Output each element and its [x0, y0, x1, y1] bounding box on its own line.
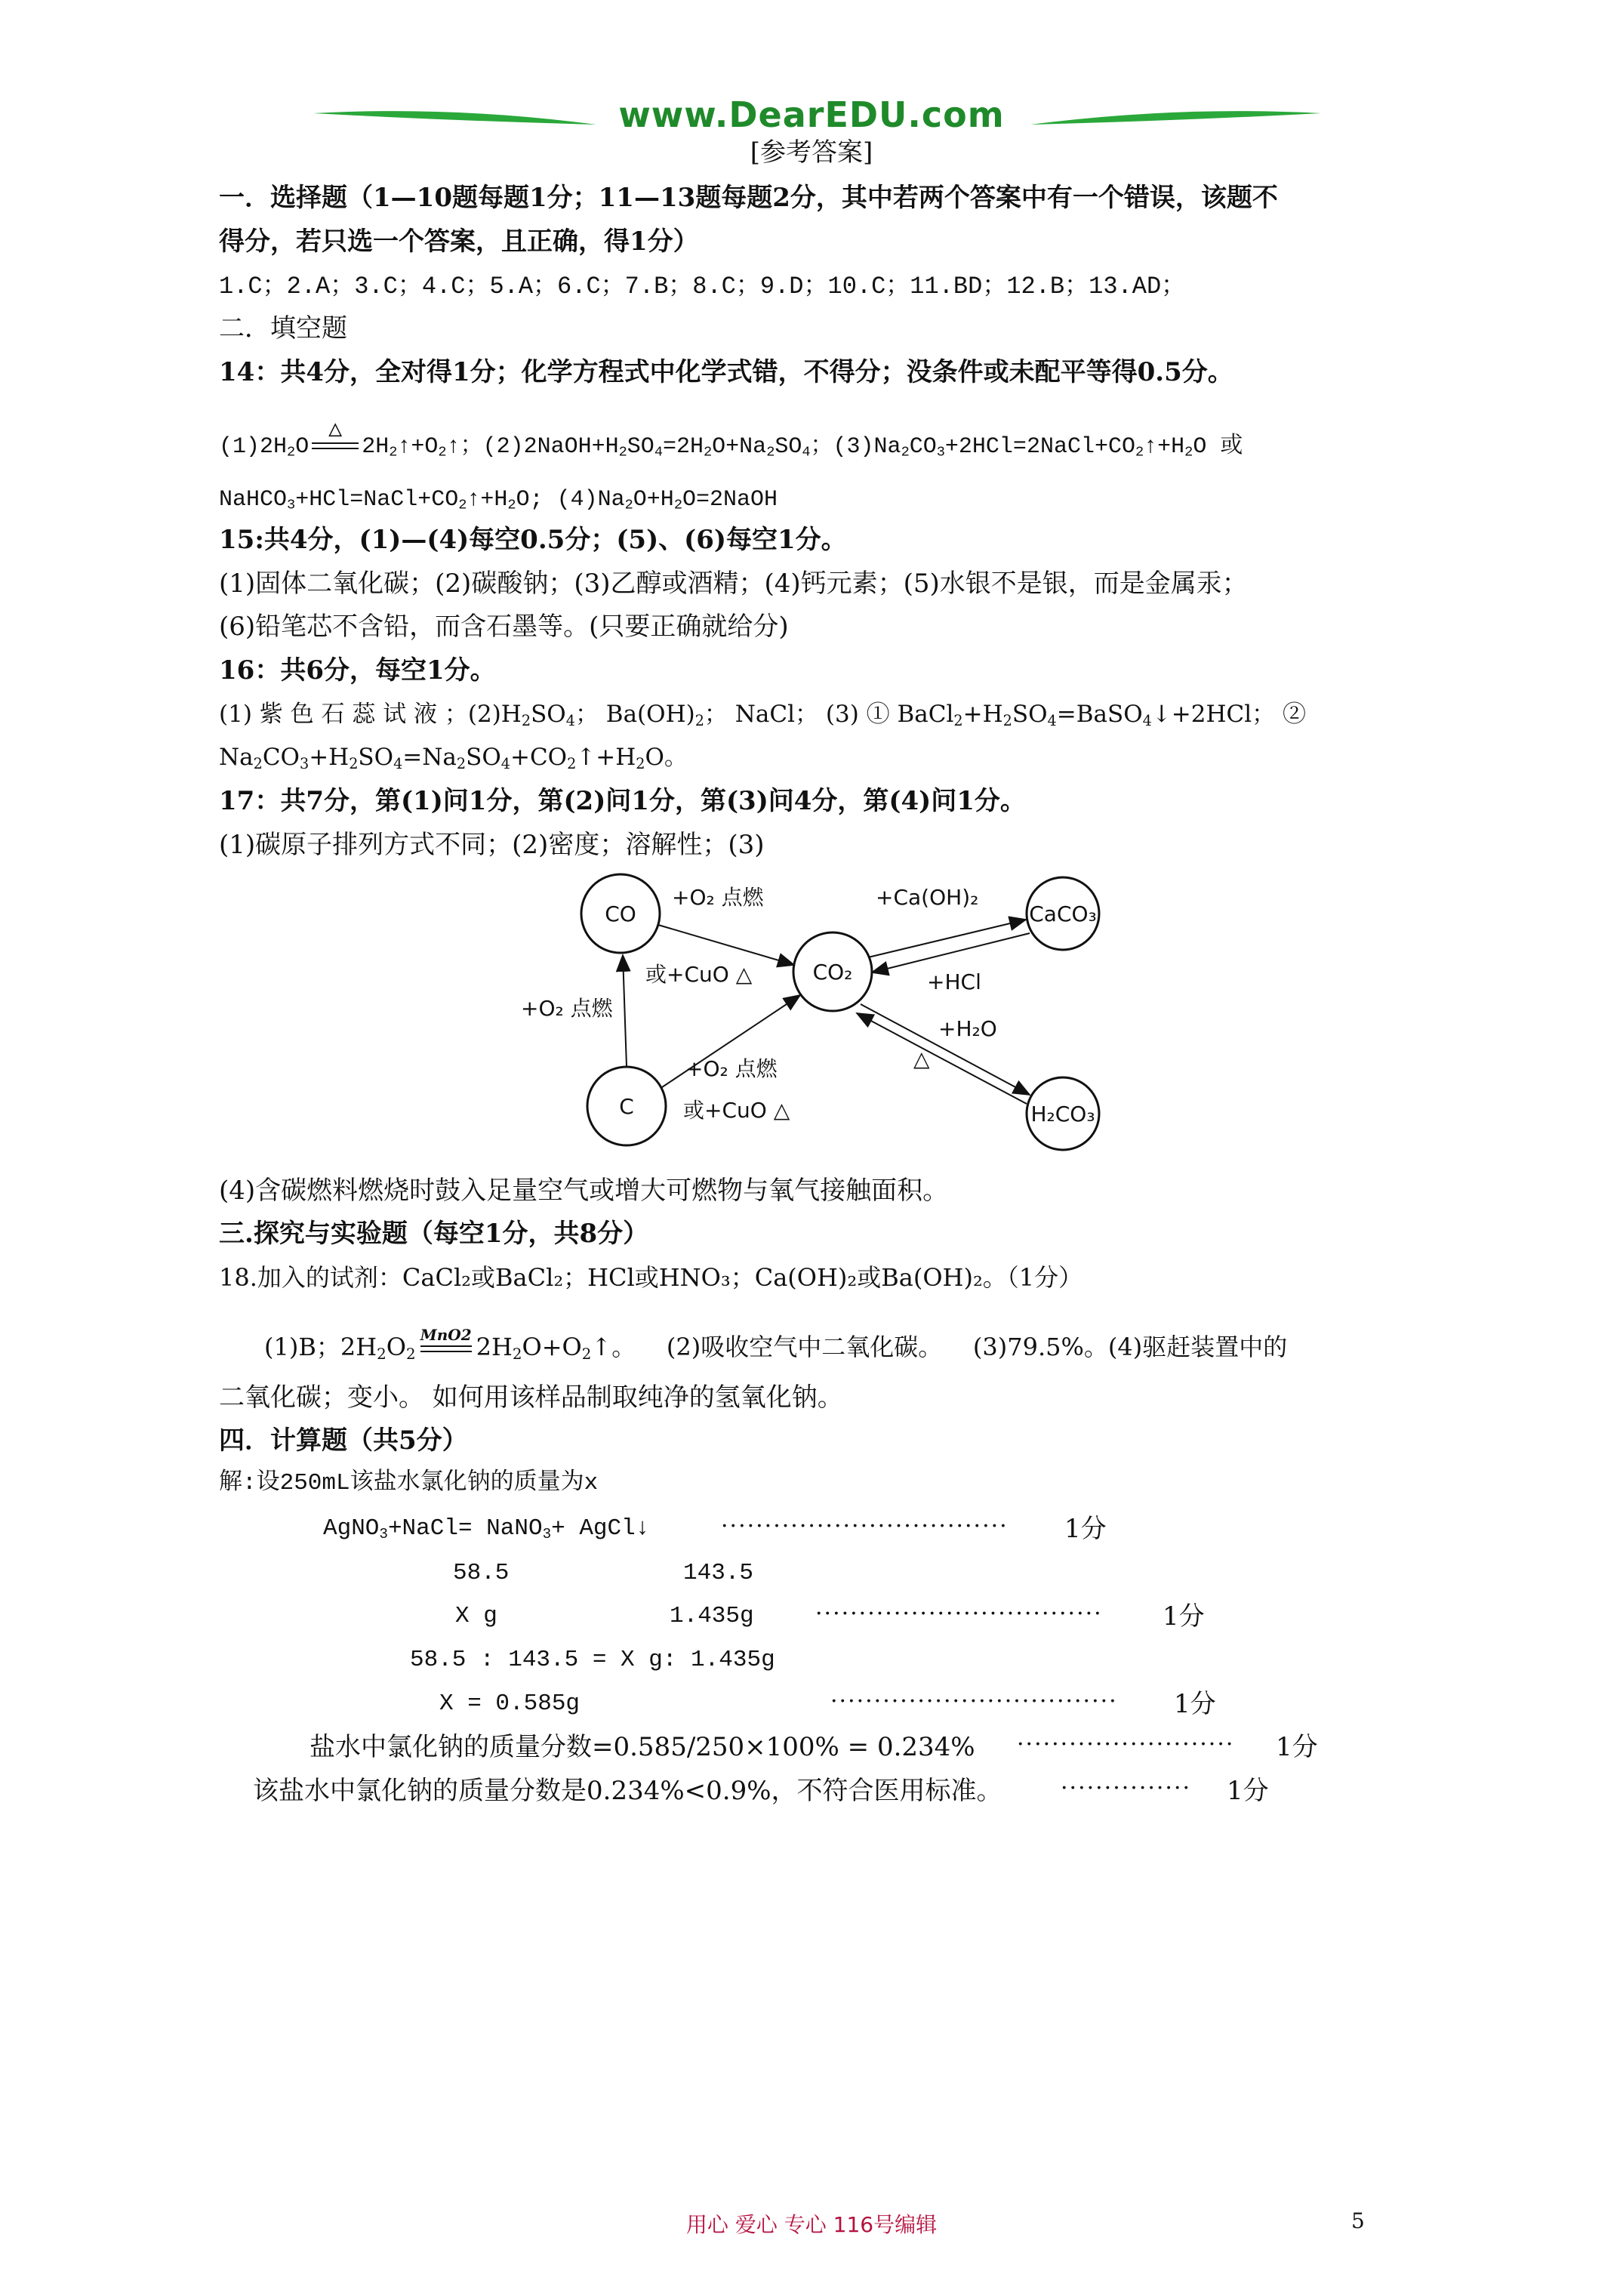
node-caco3-label: CaCO₃ — [1029, 901, 1097, 926]
label-o2-ignite-1: +O₂ 点燃 — [672, 885, 764, 910]
label-o2-ignite-3: +O₂ 点燃 — [685, 1056, 778, 1081]
q18-answer-line1: (1)B；$2H_2O_2$ MnO2 $2H_2O+O_2↑$。 (2)吸收空气中二氧化碳。 (3)79.5%。(4)驱赶装置中的 — [264, 1326, 1288, 1363]
calc-conclusion: 该盐水中氯化钠的质量分数是0.234%<0.9%，不符合医用标准。 — [253, 1776, 1002, 1806]
q17-scoring: 17：共7分，第(1)问1分，第(2)问1分，第(3)问4分，第(4)问1分。 — [219, 786, 1026, 816]
section1-heading: 一．选择题（1—10题每题1分；11—13题每题2分，其中若两个答案中有一个错误，该题不 — [219, 183, 1278, 213]
score-2: 1分 — [1163, 1601, 1205, 1632]
dot-leader: ··············· — [1061, 1775, 1192, 1801]
q14-equations-line1: $(1)2H_2O$ △ $2H_2↑+O_2↑$；$(2)2NaOH+H_2SO_4=2H_2O+Na_2SO_4$；$(3)Na_2CO_3+2HCl=2NaCl+CO_2↑+H_2O$ 或 — [219, 418, 1243, 461]
score-4: 1分 — [1276, 1732, 1318, 1762]
label-caoh2: +Ca(OH)₂ — [876, 885, 979, 910]
q17-answer-line4: (4)含碳燃料燃烧时鼓入足量空气或增大可燃物与氧气接触面积。 — [219, 1176, 949, 1206]
label-o2-ignite-2: +O₂ 点燃 — [521, 996, 613, 1021]
dot-leader: ································· — [815, 1601, 1103, 1627]
node-co-label: CO — [605, 901, 636, 926]
calc-unknown: X g — [455, 1603, 497, 1629]
section4-heading: 四．计算题（共5分） — [219, 1425, 468, 1456]
section3-heading: 三.探究与实验题（每空1分，共8分） — [219, 1219, 649, 1249]
score-1: 1分 — [1064, 1514, 1107, 1544]
q16-answer-line2: $Na_2CO_3+H_2SO_4=Na_2SO_4+CO_2↑+H_2O$。 — [219, 744, 688, 772]
calc-mass-nacl: 58.5 — [453, 1560, 510, 1586]
calc-fraction: 盐水中氯化钠的质量分数=0.585/250×100% = 0.234% — [310, 1732, 975, 1762]
score-5: 1分 — [1227, 1776, 1269, 1806]
dot-leader: ························· — [1017, 1731, 1235, 1758]
score-3: 1分 — [1174, 1689, 1216, 1719]
q17-answer-line1: (1)碳原子排列方式不同；(2)密度；溶解性；(3) — [219, 830, 765, 860]
carbon-conversion-diagram — [513, 868, 1132, 1170]
arrow-co-to-co2 — [658, 925, 794, 965]
page-title: [参考答案] — [750, 137, 873, 168]
site-logo: www.DearEDU.com — [618, 94, 1005, 135]
calc-equation: AgNO$_3$+NaCl= NaNO$_3$+ AgCl↓ — [323, 1515, 650, 1542]
q18-answer-line2: 二氧化碳；变小。 如何用该样品制取纯净的氢氧化钠。 — [219, 1382, 843, 1413]
q14-equations-line2: $NaHCO_3+HCl=NaCl+CO_2↑+H_2O$; $(4)Na_2O+H_2O=2NaOH$ — [219, 487, 778, 513]
q18-reagents: 18.加入的试剂：CaCl₂或BaCl₂；HCl或HNO₃；Ca(OH)₂或Ba(OH)₂。（1分） — [219, 1263, 1083, 1292]
page-number: 5 — [1351, 2208, 1365, 2233]
label-or-cuo-2: 或+CuO △ — [683, 1098, 790, 1123]
arrow-c-to-co — [623, 955, 627, 1066]
section1-answers: 1.C；2.A；3.C；4.C；5.A；6.C；7.B；8.C；9.D；10.C；11.BD；12.B；13.AD； — [219, 273, 1186, 300]
q15-answer-line2: (6)铅笔芯不含铅，而含石墨等。(只要正确就给分) — [219, 612, 789, 642]
section2-heading: 二．填空题 — [219, 313, 347, 344]
calc-proportion: 58.5 : 143.5 = X g: 1.435g — [410, 1647, 775, 1673]
page-footer: 用心 爱心 专心 116号编辑 — [685, 2212, 938, 2237]
q15-scoring: 15:共4分，(1)—(4)每空0.5分；(5)、(6)每空1分。 — [219, 525, 847, 555]
section1-heading-cont: 得分，若只选一个答案，且正确，得1分） — [219, 227, 699, 257]
arrow-caco3-to-co2 — [872, 933, 1030, 972]
q16-answer-line1: (1) 紫 色 石 蕊 试 液 ；$(2)H_2SO_4$； $Ba(OH)_2$； NaCl； (3) ① $BaCl_2+H_2SO_4=BaSO_4↓+2HCl$； ② — [219, 701, 1307, 729]
node-h2co3-label: H₂CO₃ — [1030, 1102, 1095, 1126]
calc-line-setup: 解:设250mL该盐水氯化钠的质量为x — [219, 1470, 599, 1496]
q14-scoring: 14：共4分，全对得1分；化学方程式中化学式错，不得分；没条件或未配平等得0.5分。 — [219, 357, 1233, 387]
node-co2-label: CO₂ — [812, 960, 853, 985]
label-or-cuo-1: 或+CuO △ — [645, 962, 753, 987]
label-heat: △ — [913, 1046, 930, 1071]
dot-leader: ································· — [830, 1688, 1118, 1715]
node-c-label: C — [619, 1094, 634, 1119]
calc-mass-agcl: 143.5 — [683, 1560, 754, 1586]
q16-scoring: 16：共6分，每空1分。 — [219, 655, 496, 686]
dot-leader: ································· — [721, 1513, 1009, 1539]
calc-known: 1.435g — [670, 1603, 754, 1629]
arrow-co2-to-caco3 — [868, 920, 1026, 957]
q15-answer-line1: (1)固体二氧化碳；(2)碳酸钠；(3)乙醇或酒精；(4)钙元素；(5)水银不是银，而是金属汞； — [219, 569, 1248, 599]
calc-result: X = 0.585g — [439, 1690, 581, 1717]
label-h2o: +H₂O — [938, 1016, 997, 1041]
label-hcl: +HCl — [927, 969, 981, 994]
